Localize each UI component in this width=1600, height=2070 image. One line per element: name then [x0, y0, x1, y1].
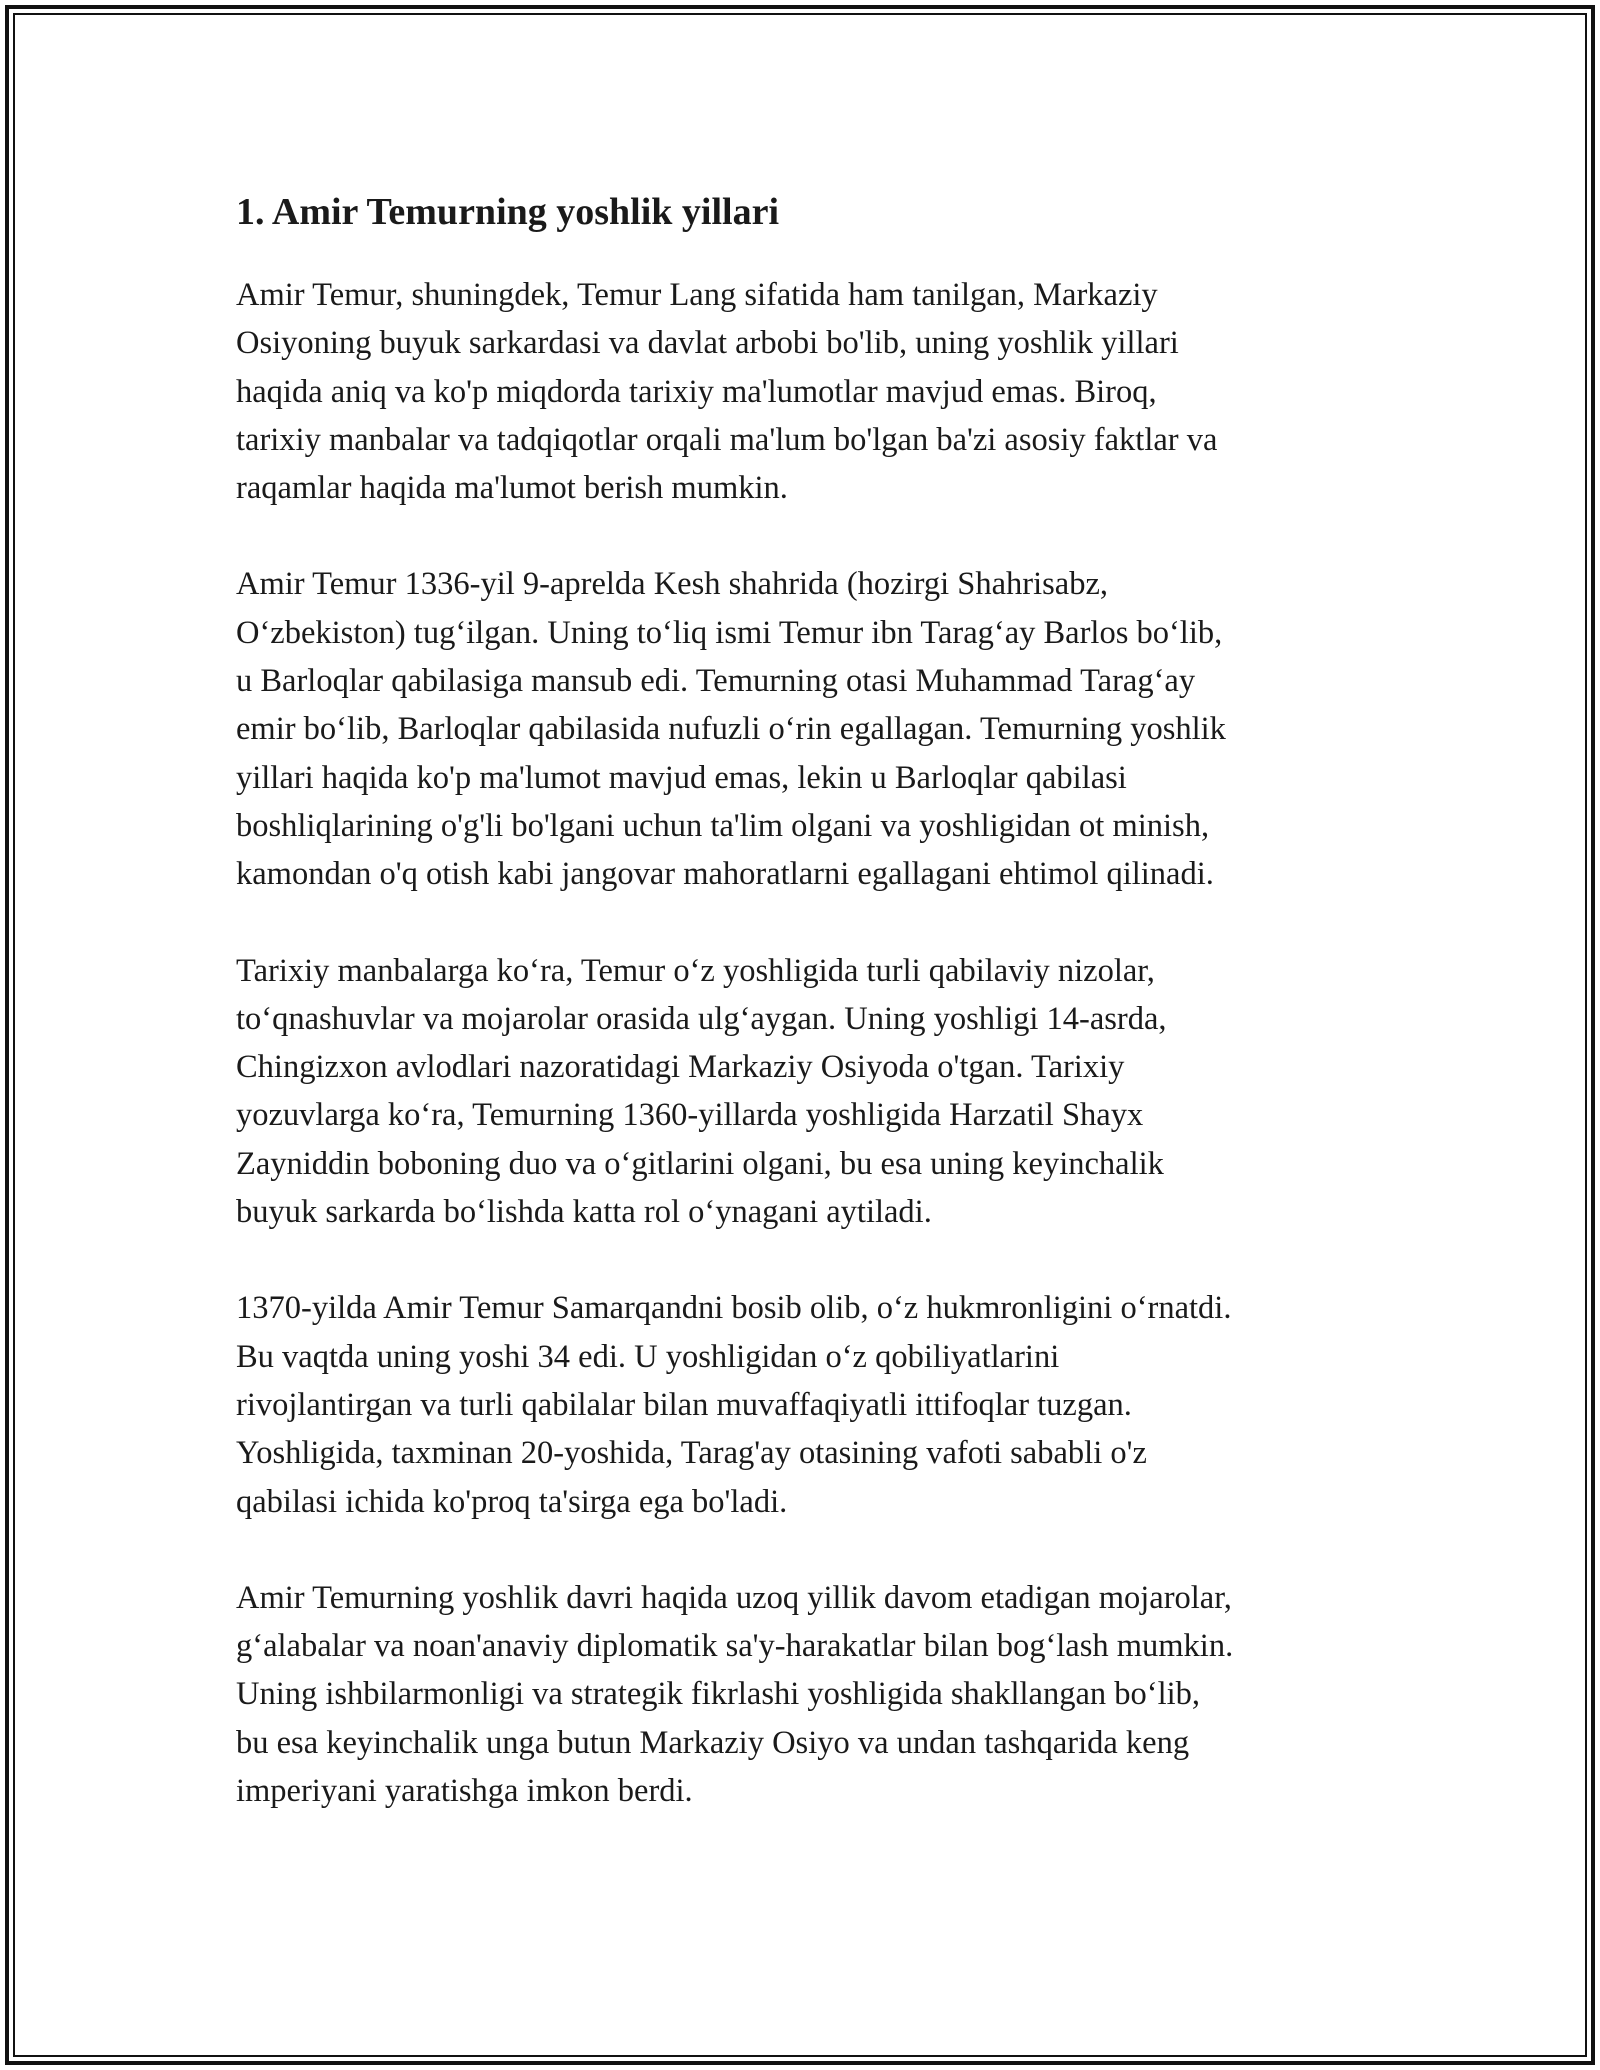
paragraph-line: Chingizxon avlodlari nazoratidagi Markaziy Osiyoda o'tgan. Tarixiy: [236, 1049, 1125, 1086]
paragraph-line: to‘qnashuvlar va mojarolar orasida ulg‘aygan. Uning yoshligi 14-asrda,: [236, 1000, 1167, 1037]
paragraph: [236, 1574, 1386, 1815]
paragraph-line: boshliqlarining o'g'li bo'lgani uchun ta'lim olgani va yoshligidan ot minish,: [236, 807, 1210, 844]
paragraph-line: raqamlar haqida ma'lumot berish mumkin.: [236, 470, 788, 507]
paragraph: [236, 1284, 1386, 1525]
paragraph-line: Amir Temurning yoshlik davri haqida uzoq yillik davom etadigan mojarolar,: [236, 1579, 1232, 1616]
paragraph-line: Yoshligida, taxminan 20-yoshida, Tarag'ay otasining vafoti sababli o'z: [236, 1435, 1147, 1472]
paragraph-line: haqida aniq va ko'p miqdorda tarixiy ma'lumotlar mavjud emas. Biroq,: [236, 373, 1157, 410]
paragraph-line: imperiyani yaratishga imkon berdi.: [236, 1773, 693, 1810]
paragraph: [236, 271, 1386, 512]
paragraph-line: yillari haqida ko'p ma'lumot mavjud emas, lekin u Barloqlar qabilasi: [236, 759, 1127, 796]
paragraph-line: rivojlantirgan va turli qabilalar bilan muvaffaqiyatli ittifoqlar tuzgan.: [236, 1386, 1132, 1423]
paragraph-line: Bu vaqtda uning yoshi 34 edi. U yoshligidan o‘z qobiliyatlarini: [236, 1338, 1060, 1375]
paragraph-line: kamondan o'q otish kabi jangovar mahoratlarni egallagani ehtimol qilinadi.: [236, 856, 1214, 893]
paragraph-line: Zayniddin boboning duo va o‘gitlarini olgani, bu esa uning keyinchalik: [236, 1145, 1164, 1182]
paragraph-line: Amir Temur, shuningdek, Temur Lang sifatida ham tanilgan, Markaziy: [236, 277, 1158, 313]
paragraph-line: Osiyoning buyuk sarkardasi va davlat arbobi bo'lib, uning yoshlik yillari: [236, 325, 1179, 362]
paragraph-line: yozuvlarga ko‘ra, Temurning 1360-yillarda yoshligida Harzatil Shayx: [236, 1097, 1144, 1134]
paragraph-line: Amir Temur 1336-yil 9-aprelda Kesh shahrida (hozirgi Shahrisabz,: [236, 566, 1108, 603]
paragraph-list: [236, 271, 1386, 1815]
section-heading: 1. Amir Temurning yoshlik yillari: [236, 191, 780, 233]
document-body: [236, 186, 1386, 1863]
paragraph-line: Tarixiy manbalarga ko‘ra, Temur o‘z yoshligida turli qabilaviy nizolar,: [236, 952, 1155, 989]
paragraph-line: O‘zbekiston) tug‘ilgan. Uning to‘liq ismi Temur ibn Tarag‘ay Barlos bo‘lib,: [236, 614, 1223, 651]
paragraph-line: tarixiy manbalar va tadqiqotlar orqali ma'lum bo'lgan ba'zi asosiy faktlar va: [236, 421, 1218, 458]
paragraph-line: qabilasi ichida ko'proq ta'sirga ega bo'ladi.: [236, 1483, 788, 1520]
paragraph-line: u Barloqlar qabilasiga mansub edi. Temurning otasi Muhammad Tarag‘ay: [236, 663, 1196, 700]
paragraph-line: g‘alabalar va noan'anaviy diplomatik sa'y-harakatlar bilan bog‘lash mumkin.: [236, 1628, 1234, 1665]
paragraph-line: emir bo‘lib, Barloqlar qabilasida nufuzli o‘rin egallagan. Temurning yoshlik: [236, 711, 1226, 748]
paragraph: [236, 947, 1386, 1237]
paragraph-line: buyuk sarkarda bo‘lishda katta rol o‘ynagani aytiladi.: [236, 1194, 932, 1231]
paragraph: [236, 560, 1386, 898]
paragraph-line: 1370-yilda Amir Temur Samarqandni bosib olib, o‘z hukmronligini o‘rnatdi.: [236, 1290, 1232, 1327]
paragraph-line: Uning ishbilarmonligi va strategik fikrlashi yoshligida shakllangan bo‘lib,: [236, 1676, 1201, 1713]
paragraph-line: bu esa keyinchalik unga butun Markaziy Osiyo va undan tashqarida keng: [236, 1724, 1190, 1761]
